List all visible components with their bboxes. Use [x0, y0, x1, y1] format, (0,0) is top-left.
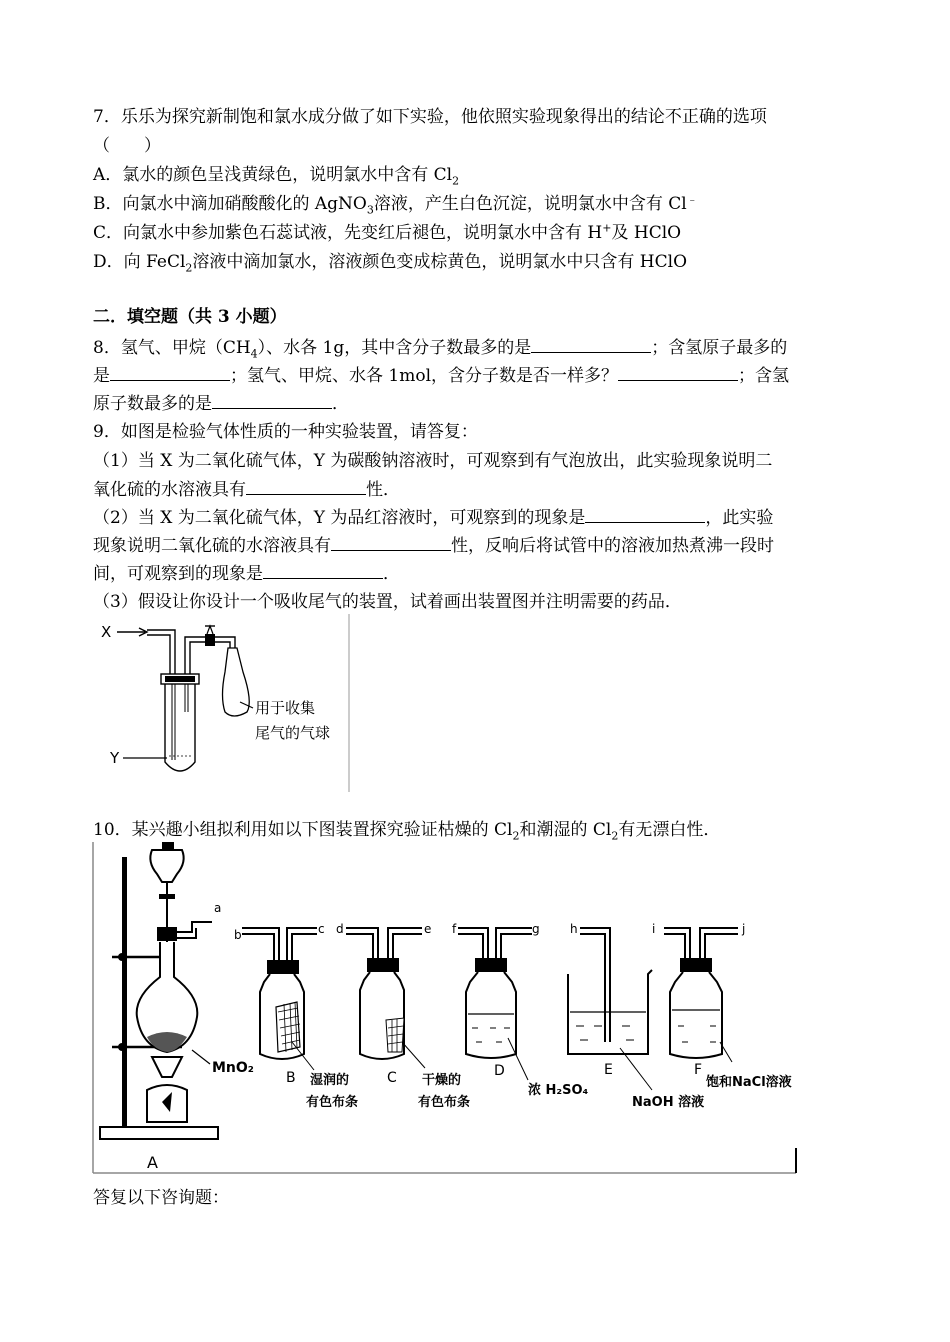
balloon-label-2: 尾气的气球 — [255, 724, 331, 742]
q10-followup: 答复以下咨询题： — [93, 1188, 229, 1208]
answer-blank[interactable] — [263, 562, 383, 579]
port-i: i — [652, 922, 656, 936]
q8-line2: 是 ；氢气、甲烷、水各 1mol，含分子数是否一样多？ ；含氢 — [93, 366, 790, 386]
apparatus-a — [100, 842, 254, 1172]
port-b: b — [234, 928, 242, 942]
port-f: f — [452, 922, 457, 936]
label-e-line1: NaOH 溶液 — [632, 1095, 705, 1110]
q9-part1-line1: （1）当 X 为二氧化硫气体，Y 为碳酸钠溶液时，可观察到有气泡放出，此实验现象说明二 — [93, 451, 773, 471]
label-e: E — [604, 1062, 613, 1078]
q7-option-d: D．向 FeCl$_2$溶液中滴加氯水，溶液颜色变成棕黄色，说明氯水中只含有 HClO — [93, 252, 688, 275]
q8-line1: 8．氢气、甲烷$(CH_4)$、水各 1g，其中含分子数最多的是 ；含氢原子最多的 — [93, 338, 788, 361]
label-d: D — [494, 1063, 505, 1079]
q7-option-c: C．向氯水中参加紫色石蕊试液，先变红后褪色，说明氯水中含有 H+及 HClO — [93, 221, 682, 243]
apparatus-f — [652, 922, 792, 1090]
label-c: C — [387, 1070, 397, 1086]
answer-blank[interactable] — [585, 506, 705, 523]
q10-apparatus-figure — [92, 842, 798, 1174]
q10-stem: 10．某兴趣小组拟利用如以下图装置探究验证枯燥的 $Cl_2$和潮湿的 $Cl_2$有无漂白性． — [93, 820, 721, 843]
q8-line3: 原子数最多的是 ． — [93, 394, 349, 414]
port-c: c — [318, 922, 325, 936]
port-d: d — [336, 922, 344, 936]
answer-blank[interactable] — [110, 364, 230, 381]
q9-part2-line2: 现象说明二氧化硫的水溶液具有 性，反响后将试管中的溶液加热煮沸一段时 — [93, 536, 774, 556]
q7-paren: （ ） — [93, 136, 161, 156]
answer-blank[interactable] — [531, 336, 651, 353]
port-h: h — [570, 922, 578, 936]
apparatus-c — [336, 922, 470, 1110]
q9-part3: （3）假设让你设计一个吸收尾气的装置，试着画出装置图并注明需要的药品． — [93, 592, 682, 612]
port-e: e — [424, 922, 432, 936]
q9-part2-line3: 间，可观察到的现象是 ． — [93, 564, 400, 584]
label-c-line2: 有色布条 — [418, 1095, 471, 1110]
label-a: A — [147, 1153, 158, 1172]
y-label: Y — [110, 749, 120, 767]
port-g: g — [532, 922, 540, 936]
answer-blank[interactable] — [331, 534, 451, 551]
port-a: a — [214, 901, 222, 915]
answer-blank[interactable] — [212, 392, 332, 409]
q7-option-a: A．氯水的颜色呈浅黄绿色，说明氯水中含有 $Cl_2$ — [93, 165, 460, 188]
q9-part1-line2: 氧化硫的水溶液具有 性． — [93, 480, 400, 500]
label-c-line1: 干燥的 — [422, 1073, 462, 1088]
mno2-label: MnO₂ — [212, 1060, 254, 1076]
balloon-label-1: 用于收集 — [255, 699, 316, 717]
q7-option-b: B．向氯水中滴加硝酸酸化的 AgNO$_3$溶液，产生白色沉淀，说明氯水中含有 Cl﹣ — [93, 192, 698, 217]
q9-stem: 9．如图是检验气体性质的一种实验装置，请答复： — [93, 422, 478, 442]
answer-blank[interactable] — [246, 478, 366, 495]
section-title: 二．填空题（共 3 小题） — [93, 307, 287, 327]
q9-part2-line1: （2）当 X 为二氧化硫气体，Y 为品红溶液时，可观察到的现象是 ，此实验 — [93, 508, 774, 528]
port-j: j — [742, 922, 746, 936]
label-f: F — [694, 1062, 703, 1078]
x-label: X — [101, 623, 112, 641]
apparatus-b — [234, 922, 358, 1110]
label-b: B — [286, 1070, 296, 1086]
answer-blank[interactable] — [618, 364, 738, 381]
label-d-line1: 浓 H₂SO₄ — [528, 1083, 589, 1098]
q9-apparatus-figure — [95, 612, 360, 794]
q7-stem: 7．乐乐为探究新制饱和氯水成分做了如下实验，他依照实验现象得出的结论不正确的选项 — [93, 107, 767, 127]
label-b-line2: 有色布条 — [306, 1095, 359, 1110]
label-f-line1: 饱和NaCl溶液 — [706, 1075, 792, 1090]
label-b-line1: 湿润的 — [310, 1073, 350, 1088]
